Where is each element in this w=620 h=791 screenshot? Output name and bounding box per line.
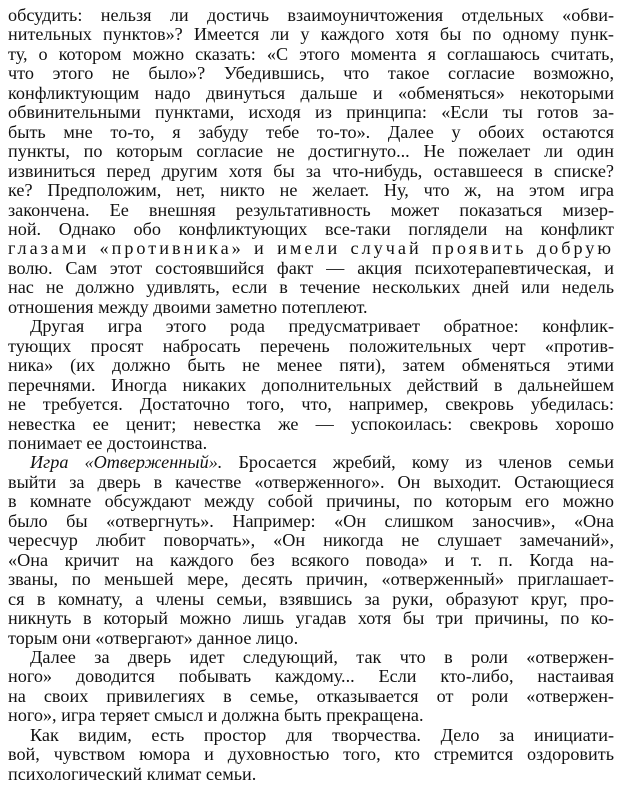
text-line: никнуть в который можно лишь угадав хотя бы три причины, по ко- (8, 609, 614, 629)
text-line: понимает ее достоинства. (8, 433, 208, 453)
text-line: что этого не было»? Убедившись, что такое согласие возможно, (8, 64, 614, 84)
text-line: Как видим, есть простор для творчества. Дело за инициати- (30, 725, 614, 745)
text-line: невестка ее ценит; невестка же — успокоилась: свекровь хорошо (8, 414, 614, 434)
game-title: Игра «Отверженный». (30, 453, 223, 473)
text-line: выйти за дверь в качестве «отверженного». Он выходит. Остающиеся (8, 472, 614, 492)
text-line: ного» доводится побывать каждому... Если кто-либо, настаивая (8, 667, 614, 687)
text-line: ной. Однако обо конфликтующих все-таки поглядели на конфликт (8, 219, 614, 239)
paragraph-4 (8, 648, 614, 726)
text-line: ту, о котором можно сказать: «С этого момента я соглашаюсь считать, (8, 44, 614, 64)
text-line: волю. Сам этот состоявшийся факт — акция психотерапевтическая, и (8, 258, 614, 278)
text-line: глазами «противника» и имели случай проявить добрую (8, 239, 614, 259)
text-line: званы, по меньшей мере, десять причин, «отверженный» приглашает- (8, 570, 614, 590)
text-line: нас не должно удивлять, если в течение нескольких дней или недель (8, 278, 614, 298)
text-line: ке? Предположим, нет, никто не желает. Ну, что ж, на этом игра (8, 181, 614, 201)
text-line: психологический климат семьи. (8, 764, 257, 784)
text-line: на своих привилегиях в семье, отказывается от роли «отвержен- (8, 686, 614, 706)
text-line: извиниться перед другим хотя бы за что-нибудь, оставшееся в списке? (8, 161, 614, 181)
text-line: в комнате обсуждают между собой причины, по которым его можно (8, 492, 614, 512)
paragraph-2 (8, 317, 614, 453)
text-line: нительных пунктов»? Имеется ли у каждого хотя бы по одному пунк- (8, 25, 614, 45)
text-line: было бы «отвергнуть». Например: «Он слишком заносчив», «Она (8, 511, 614, 531)
text-line: перечнями. Иногда никаких дополнительных действий в дальнейшем (8, 375, 614, 395)
text-fragment: Бросается жребий, кому из членов семьи (222, 453, 614, 473)
text-line (8, 453, 614, 472)
text-line: ного», игра теряет смысл и должна быть прекращена. (8, 706, 424, 726)
paragraph-5 (8, 726, 614, 784)
text-line: быть мне то-то, я забуду тебе то-то». Далее у обоих остаются (8, 122, 614, 142)
paragraph-3 (8, 453, 614, 648)
text-line: Другая игра этого рода предусматривает обратное: конфлик- (30, 317, 614, 337)
text-line: обсудить: нельзя ли достичь взаимоуничтожения отдельных «обви- (8, 6, 614, 25)
text-line: торым они «отвергают» данное лицо. (8, 628, 299, 648)
text-line: Далее за дверь идет следующий, так что в роли «отвержен- (30, 647, 614, 667)
text-line: обвинительными пунктами, исходя из принципа: «Если ты готов за- (8, 103, 614, 123)
text-line: ника» (их должно быть не менее пяти), затем обменяться этими (8, 356, 614, 376)
text-line: конфликтующим надо двинуться дальше и «обменяться» некоторыми (8, 83, 614, 103)
text-line: «Она кричит на каждого без всякого повода» и т. п. Когда на- (8, 550, 614, 570)
text-line: пункты, по которым согласие не достигнуто... Не пожелает ли один (8, 142, 614, 162)
text-line: тующих просят набросать перечень положительных черт «против- (8, 336, 614, 356)
text-line: закончена. Ее внешняя результативность может показаться мизер- (8, 200, 614, 220)
text-line: отношения между двоими заметно потеплеют. (8, 297, 368, 317)
paragraph-1 (8, 6, 614, 317)
text-line: чересчур любит поворчать», «Он никогда не слушает замечаний», (8, 531, 614, 551)
text-line: не требуется. Достаточно того, что, например, свекровь убедилась: (8, 395, 614, 415)
text-line: ся в комнату, а члены семьи, взявшись за руки, образуют круг, про- (8, 589, 614, 609)
text-line: вой, чувством юмора и духовностью того, кто стремится оздоровить (8, 745, 614, 765)
